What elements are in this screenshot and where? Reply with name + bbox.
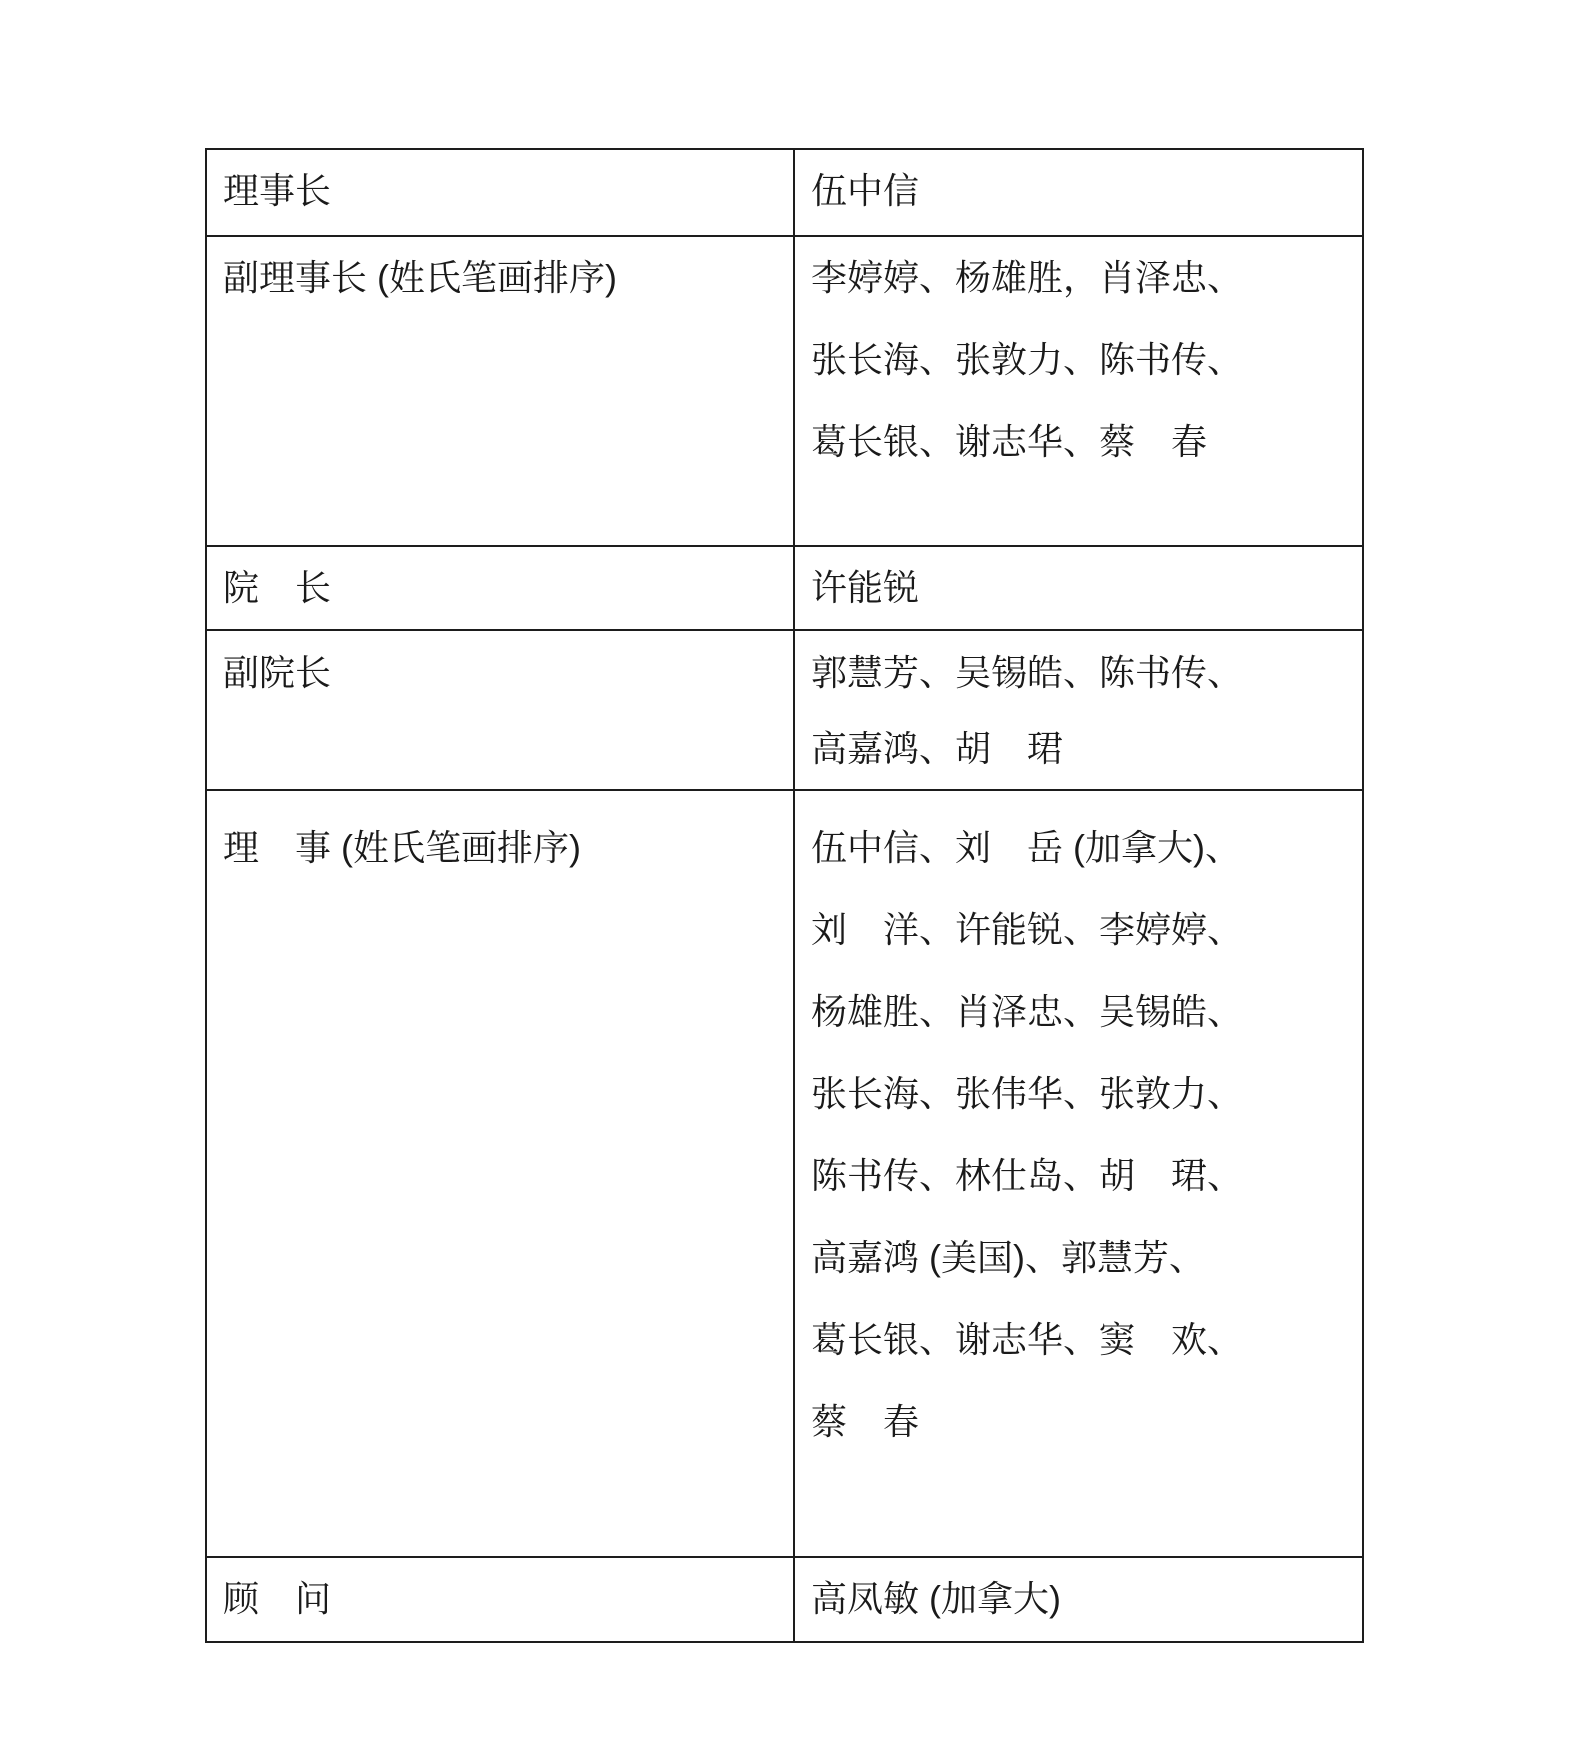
role-label-cell xyxy=(206,546,794,630)
member-name-line: 杨雄胜、肖泽忠、吴锡皓、 xyxy=(811,991,1244,1032)
member-name-line: 张长海、张伟华、张敦力、 xyxy=(811,1073,1244,1114)
member-name-line: 葛长银、谢志华、窦 欢、 xyxy=(811,1319,1244,1360)
role-label-cell xyxy=(206,236,794,546)
member-name-line: 伍中信、刘 岳 (加拿大)、 xyxy=(811,827,1241,868)
table-row-dean xyxy=(206,546,1363,630)
table-row-directors xyxy=(206,790,1363,1557)
member-name-line: 陈书传、林仕岛、胡 珺、 xyxy=(811,1155,1244,1196)
member-name-line: 张长海、张敦力、陈书传、 xyxy=(811,339,1244,380)
member-name-line: 葛长银、谢志华、蔡 春 xyxy=(811,421,1208,462)
member-name-line: 郭慧芳、吴锡皓、陈书传、 xyxy=(811,652,1244,693)
role-label: 院 长 xyxy=(223,567,332,608)
table-row-chairman xyxy=(206,149,1363,236)
member-name-line: 许能锐 xyxy=(811,567,920,608)
role-members-cell xyxy=(794,630,1363,790)
table-row-advisor xyxy=(206,1557,1363,1642)
role-label: 副院长 xyxy=(223,652,332,693)
role-label: 理 事 (姓氏笔画排序) xyxy=(223,827,581,868)
member-name-line: 高嘉鸿 (美国)、郭慧芳、 xyxy=(811,1237,1205,1278)
member-name-line: 高嘉鸿、胡 珺 xyxy=(811,728,1064,769)
role-label-cell xyxy=(206,149,794,236)
member-name-line: 刘 洋、许能锐、李婷婷、 xyxy=(811,909,1244,950)
role-label: 顾 问 xyxy=(223,1578,332,1619)
member-name-line: 蔡 春 xyxy=(811,1401,920,1442)
table-row-vice-chairmen xyxy=(206,236,1363,546)
role-label: 副理事长 (姓氏笔画排序) xyxy=(223,257,617,298)
role-members-cell xyxy=(794,546,1363,630)
table-row-vice-deans xyxy=(206,630,1363,790)
role-label: 理事长 xyxy=(223,170,332,211)
role-label-cell xyxy=(206,790,794,1557)
role-label-cell xyxy=(206,630,794,790)
member-name-line: 高凤敏 (加拿大) xyxy=(811,1578,1061,1619)
member-name-line: 伍中信 xyxy=(811,170,920,211)
role-members-cell xyxy=(794,236,1363,546)
role-members-cell xyxy=(794,790,1363,1557)
role-members-cell xyxy=(794,1557,1363,1642)
member-name-line: 李婷婷、杨雄胜，肖泽忠、 xyxy=(811,257,1244,298)
org-roster-table xyxy=(205,148,1364,1643)
role-members-cell xyxy=(794,149,1363,236)
role-label-cell xyxy=(206,1557,794,1642)
